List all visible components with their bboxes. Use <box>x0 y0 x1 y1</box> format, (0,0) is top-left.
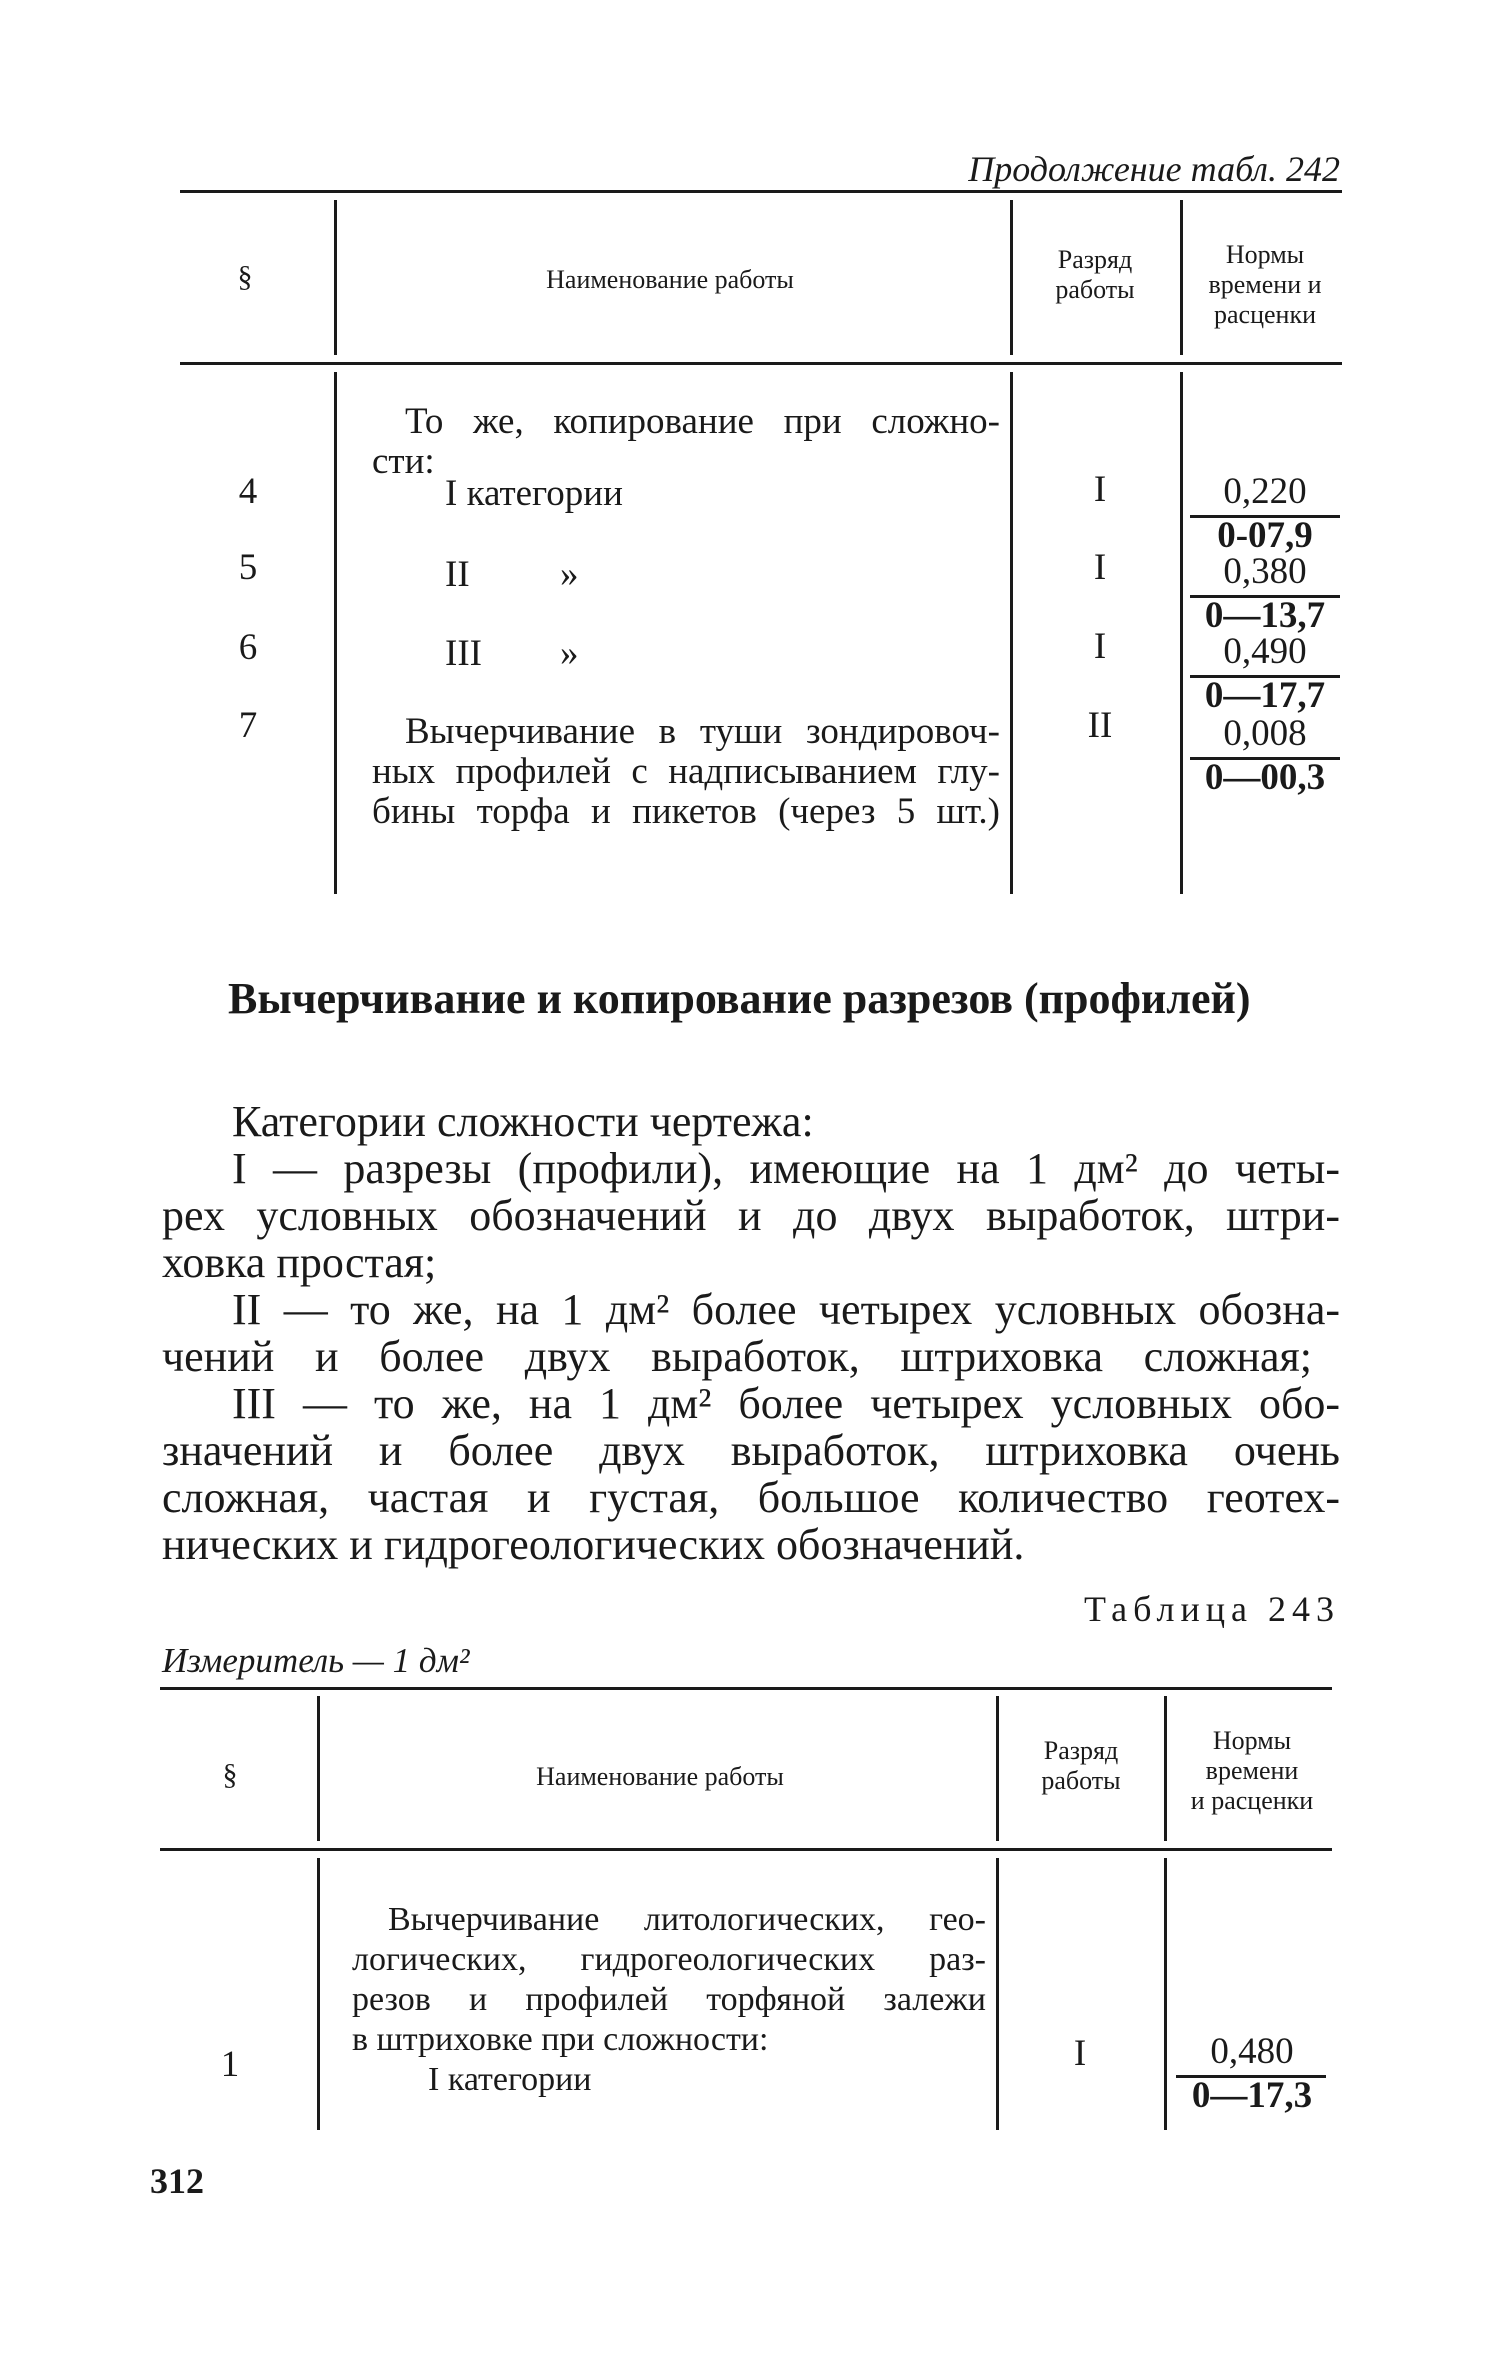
row-number: 5 <box>238 547 258 588</box>
table-242-top-rule <box>180 190 1342 193</box>
category-1-text: рех условных обозначений и до двух выработок, штри- <box>162 1191 1340 1240</box>
work-name: Вычерчивание в туши зондировоч- <box>405 711 1000 752</box>
table-242-col-divider <box>1010 372 1013 894</box>
work-name: бины торфа и пикетов (через 5 шт.) <box>372 791 1000 832</box>
category-3-text: нических и гидрогеологических обозначений. <box>162 1520 1025 1569</box>
work-name: I категории <box>428 2061 592 2098</box>
norm-time: 0,220 <box>1223 471 1307 512</box>
header-name: Наименование работы <box>546 265 794 294</box>
table-243-col-divider <box>1164 1696 1167 1841</box>
section-heading: Вычерчивание и копирование разрезов (профилей) <box>228 974 1251 1023</box>
header-section: § <box>222 1758 238 1791</box>
table-242-col-divider <box>1180 372 1183 894</box>
norm-time: 0,490 <box>1223 631 1307 672</box>
work-name: III <box>445 633 482 674</box>
continuation-title: Продолжение табл. 242 <box>968 149 1340 189</box>
category-3-text: сложная, частая и густая, большое количество геотех- <box>162 1473 1340 1522</box>
grade: I <box>1093 547 1107 588</box>
work-name: I категории <box>445 473 623 514</box>
norm-time: 0,480 <box>1210 2031 1294 2072</box>
measurement-unit: Измеритель — 1 дм² <box>162 1641 470 1680</box>
norm-price: 0-07,9 <box>1217 515 1313 556</box>
header-norms: Нормы времени и расценки <box>1190 1726 1314 1815</box>
row-number: 1 <box>220 2044 240 2085</box>
table-242-col-divider <box>334 372 337 894</box>
norm-time: 0,008 <box>1223 713 1307 754</box>
ditto-mark: » <box>560 633 579 674</box>
work-name: в штриховке при сложности: <box>352 2021 769 2058</box>
table-242-header-rule <box>180 362 1342 365</box>
grade: I <box>1093 626 1107 667</box>
work-name: ных профилей с надписыванием глу- <box>372 751 1000 792</box>
grade: I <box>1073 2033 1087 2074</box>
header-name: Наименование работы <box>536 1762 784 1791</box>
work-name: Вычерчивание литологических, гео- <box>388 1901 986 1938</box>
category-1-text: I — разрезы (профили), имеющие на 1 дм² до четы- <box>232 1144 1340 1193</box>
table-243-col-divider <box>996 1858 999 2130</box>
norm-price: 0—17,7 <box>1204 675 1326 716</box>
table-243-col-divider <box>996 1696 999 1841</box>
table-243-header-rule <box>160 1848 1332 1851</box>
work-name: резов и профилей торфяной залежи <box>352 1981 986 2018</box>
table-243-col-divider <box>317 1858 320 2130</box>
intro-text: То же, копирование при сложно- <box>405 401 1000 442</box>
table-243-title: Таблица 243 <box>1084 1589 1340 1629</box>
header-section: § <box>237 260 253 293</box>
row-number: 6 <box>238 627 258 668</box>
category-2-text: II — то же, на 1 дм² более четырех условных обозна- <box>232 1285 1340 1334</box>
grade: II <box>1087 705 1113 746</box>
category-3-text: III — то же, на 1 дм² более четырех условных обо- <box>232 1379 1340 1428</box>
table-243-col-divider <box>1164 1858 1167 2130</box>
grade: I <box>1093 469 1107 510</box>
category-1-text: ховка простая; <box>162 1238 437 1287</box>
category-2-text: чений и более двух выработок, штриховка сложная; <box>162 1332 1312 1381</box>
header-grade: Разряд работы <box>1055 245 1135 304</box>
work-name: II <box>445 554 470 595</box>
table-243-col-divider <box>317 1696 320 1841</box>
row-number: 4 <box>238 471 258 512</box>
norm-price: 0—00,3 <box>1204 757 1326 798</box>
ditto-mark: » <box>560 554 579 595</box>
header-grade: Разряд работы <box>1041 1736 1121 1795</box>
table-242-col-divider <box>334 200 337 355</box>
categories-intro: Категории сложности чертежа: <box>232 1097 814 1146</box>
table-243-top-rule <box>160 1687 1332 1690</box>
table-242-col-divider <box>1180 200 1183 355</box>
norm-price: 0—13,7 <box>1204 595 1326 636</box>
row-number: 7 <box>238 705 258 746</box>
work-name: логических, гидрогеологических раз- <box>352 1941 986 1978</box>
norm-time: 0,380 <box>1223 551 1307 592</box>
table-242-col-divider <box>1010 200 1013 355</box>
category-3-text: значений и более двух выработок, штриховка очень <box>162 1426 1340 1475</box>
page-number: 312 <box>150 2161 204 2201</box>
intro-text: сти: <box>372 441 435 482</box>
norm-price: 0—17,3 <box>1191 2075 1313 2116</box>
header-norms: Нормы времени и расценки <box>1208 240 1322 329</box>
